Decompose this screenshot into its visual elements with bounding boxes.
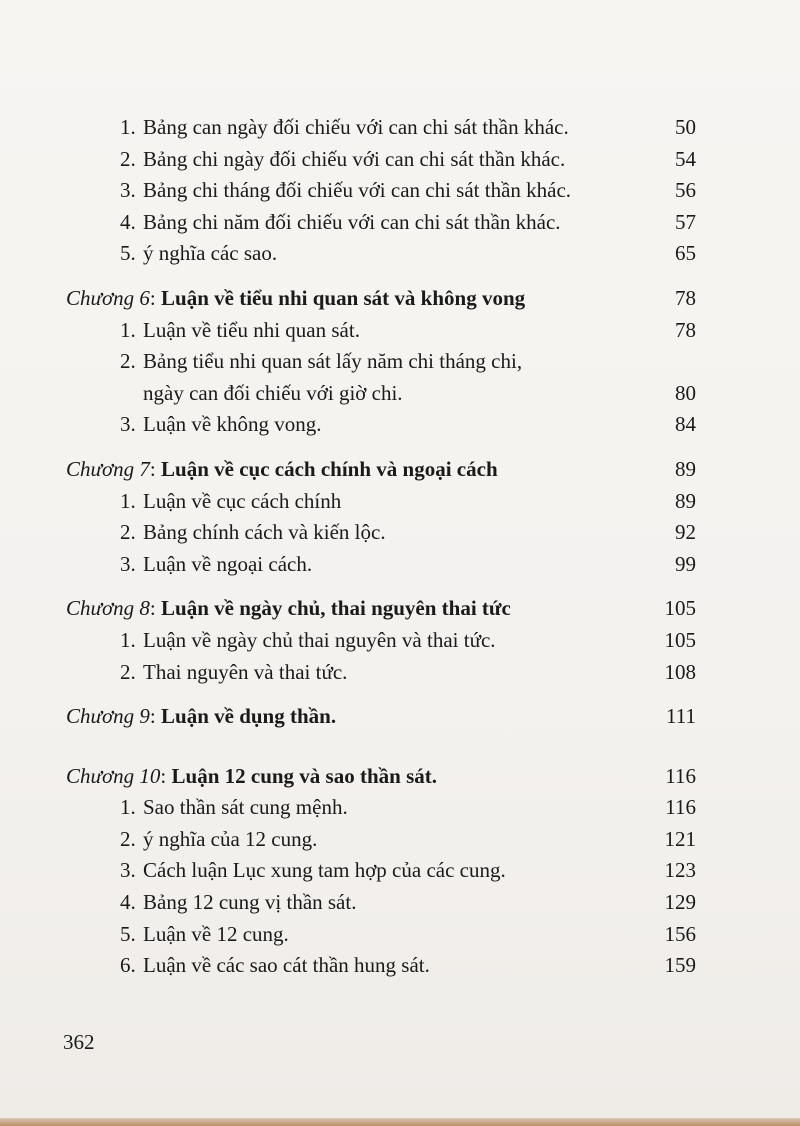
toc-page-number: 65: [675, 241, 696, 266]
toc-item: 2. Bảng chính cách và kiến lộc. 92: [66, 517, 696, 549]
toc-item: 3. Luận về không vong. 84: [66, 409, 696, 441]
toc-item: 3. Luận về ngoại cách. 99: [66, 549, 696, 581]
toc-item: 3. Cách luận Lục xung tam hợp của các cung. 123: [66, 855, 696, 887]
toc-item: 1. Luận về cục cách chính 89: [66, 486, 696, 518]
toc-page-number: 105: [664, 596, 696, 621]
toc-item: 6. Luận về các sao cát thần hung sát. 159: [66, 950, 696, 982]
toc-page-number: 99: [675, 551, 696, 576]
toc-item: 4. Bảng chi năm đối chiếu với can chi sát thần khác. 57: [66, 207, 696, 239]
toc-page-number: 129: [664, 890, 696, 915]
toc-page-number: 92: [675, 520, 696, 545]
chapter-heading: Chương 6: Luận về tiểu nhi quan sát và không vong 78: [66, 283, 696, 315]
toc-page-number: 159: [664, 953, 696, 978]
toc-page-number: 111: [666, 704, 696, 729]
page-bottom-edge: [0, 1118, 800, 1126]
toc-item: 5. Luận về 12 cung. 156: [66, 919, 696, 951]
toc-page-number: 116: [665, 795, 696, 820]
chapter-heading: Chương 10: Luận 12 cung và sao thần sát. 116: [66, 761, 696, 793]
table-of-contents: [66, 112, 696, 982]
toc-page-number: 54: [675, 146, 696, 171]
toc-page-number: 89: [675, 456, 696, 481]
toc-page-number: 108: [664, 659, 696, 684]
toc-page-number: 89: [675, 488, 696, 513]
toc-item: 1. Sao thần sát cung mệnh. 116: [66, 792, 696, 824]
toc-page-number: 78: [675, 317, 696, 342]
toc-page-number: 105: [664, 627, 696, 652]
chapter-heading: Chương 7: Luận về cục cách chính và ngoại cách 89: [66, 454, 696, 486]
toc-item: 2. ý nghĩa của 12 cung. 121: [66, 824, 696, 856]
toc-page-number: 57: [675, 209, 696, 234]
toc-item: 5. ý nghĩa các sao. 65: [66, 238, 696, 270]
toc-page-number: 56: [675, 178, 696, 203]
chapter-heading: Chương 8: Luận về ngày chủ, thai nguyên thai tức 105: [66, 593, 696, 625]
toc-page-number: 121: [664, 826, 696, 851]
toc-page-number: 50: [675, 115, 696, 139]
toc-item: 3. Bảng chi tháng đối chiếu với can chi sát thần khác. 56: [66, 175, 696, 207]
toc-page-number: 80: [675, 380, 696, 405]
toc-item: 4. Bảng 12 cung vị thần sát. 129: [66, 887, 696, 919]
toc-item: 1. Luận về tiểu nhi quan sát. 78: [66, 315, 696, 347]
toc-item-continuation: ngày can đối chiếu với giờ chi. 80: [66, 378, 696, 410]
toc-page-number: 78: [675, 285, 696, 310]
chapter-heading: Chương 9: Luận về dụng thần. 111: [66, 701, 696, 733]
toc-item: 2. Bảng chi ngày đối chiếu với can chi sát thần khác. 54: [66, 144, 696, 176]
toc-item: 1. Luận về ngày chủ thai nguyên và thai tức. 105: [66, 625, 696, 657]
toc-item: 2. Thai nguyên và thai tức. 108: [66, 657, 696, 689]
toc-page-number: 156: [664, 921, 696, 946]
toc-page-number: 116: [665, 763, 696, 788]
toc-page-number: 123: [664, 858, 696, 883]
page-number: 362: [63, 1030, 95, 1054]
toc-item: 2. Bảng tiểu nhi quan sát lấy năm chi tháng chi,: [120, 349, 523, 374]
toc-item: 1. Bảng can ngày đối chiếu với can chi sát thần khác. 50: [66, 112, 696, 144]
toc-page-number: 84: [675, 412, 696, 437]
